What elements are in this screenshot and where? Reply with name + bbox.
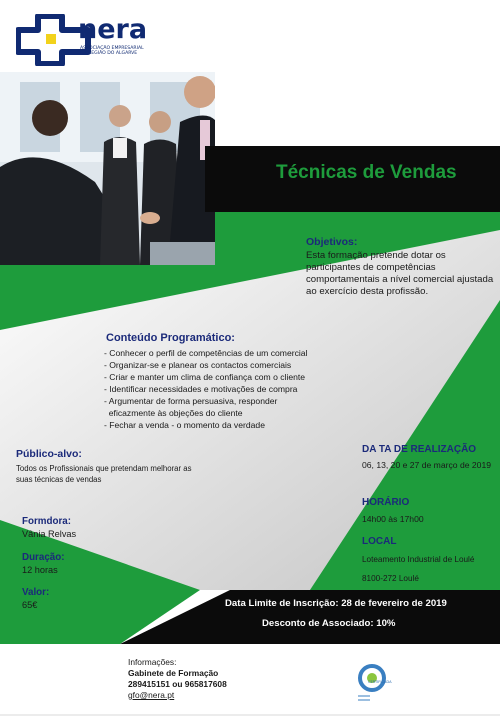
audience-text: Todos os Profissionais que pretendam melhorar as suas técnicas de vendas bbox=[16, 464, 192, 484]
price-value: 65€ bbox=[22, 600, 38, 610]
registration-deadline: Data Limite de Inscrição: 28 de fevereiro de 2019 bbox=[225, 598, 447, 609]
brand-name: nera bbox=[78, 14, 148, 45]
location-value bbox=[362, 550, 492, 588]
program-heading: Conteúdo Programático: bbox=[106, 332, 235, 344]
course-title: Técnicas de Vendas bbox=[276, 162, 457, 183]
list-item: - Argumentar de forma persuasiva, responder bbox=[104, 396, 278, 406]
contact-label: Informações: bbox=[128, 657, 177, 667]
location-line-1: Loteamento Industrial de Loulé bbox=[362, 555, 475, 564]
duration-heading: Duração: bbox=[22, 552, 65, 563]
list-item: - Identificar necessidades e motivações de compra bbox=[104, 384, 298, 394]
certification-text: CERTIFICADA bbox=[368, 680, 392, 684]
price-heading: Valor: bbox=[22, 587, 50, 598]
contact-office: Gabinete de Formação bbox=[128, 668, 219, 678]
objectives-heading: Objetivos: bbox=[306, 236, 358, 248]
location-line-2: 8100-272 Loulé bbox=[362, 574, 419, 583]
schedule-heading: HORÁRIO bbox=[362, 497, 410, 508]
audience-heading: Público-alvo: bbox=[16, 448, 82, 460]
white-wedge bbox=[205, 72, 500, 146]
trainer-heading: Formdora: bbox=[22, 516, 71, 527]
list-item: eficazmente às objeções do cliente bbox=[104, 408, 243, 418]
trainer-value: Vânia Relvas bbox=[22, 529, 77, 539]
list-item: - Organizar-se e planear os contactos comerciais bbox=[104, 360, 292, 370]
schedule-value: 14h00 às 17h00 bbox=[362, 514, 424, 524]
member-discount: Desconto de Associado: 10% bbox=[262, 618, 396, 629]
objectives-text: Esta formação pretende dotar os participantes de competências comportamentais a nível comercial ajustada ao exercício desta profissão. bbox=[306, 250, 494, 297]
program-list bbox=[104, 347, 354, 431]
business-handshake-photo bbox=[0, 72, 215, 265]
duration-value: 12 horas bbox=[22, 565, 58, 575]
dates-value: 06, 13, 20 e 27 de março de 2019 bbox=[362, 460, 492, 470]
location-heading: LOCAL bbox=[362, 536, 397, 547]
brand-subtitle: ASSOCIAÇÃO EMPRESARIAL DA REGIÃO DO ALGARVE bbox=[80, 46, 144, 57]
contact-info bbox=[128, 657, 227, 701]
list-item: - Criar e manter um clima de confiança com o cliente bbox=[104, 372, 306, 382]
contact-email-link[interactable]: gfo@nera.pt bbox=[128, 690, 175, 700]
list-item: - Fechar a venda - o momento da verdade bbox=[104, 420, 265, 430]
dates-heading: DA TA DE REALIZAÇÃO bbox=[362, 444, 477, 455]
footer-area bbox=[0, 644, 500, 723]
list-item: - Conhecer o perfil de competências de um comercial bbox=[104, 348, 308, 358]
contact-phones: 289415151 ou 965817608 bbox=[128, 679, 227, 689]
